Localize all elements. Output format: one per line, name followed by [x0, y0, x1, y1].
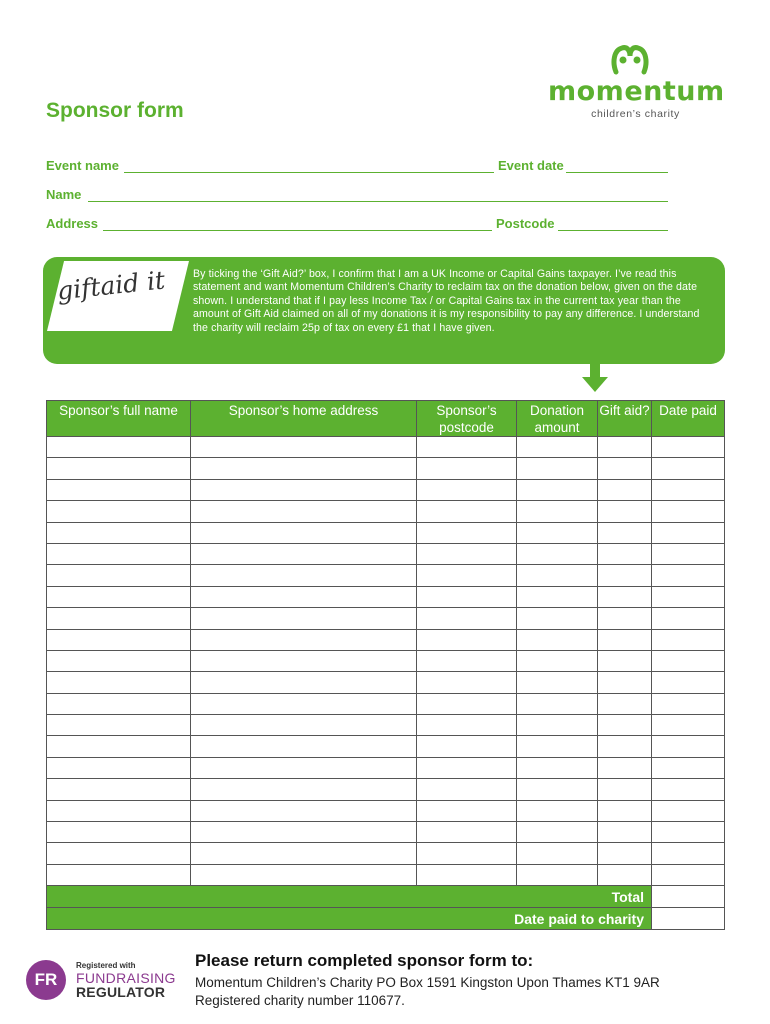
- table-cell[interactable]: [598, 715, 652, 736]
- table-cell[interactable]: [47, 522, 191, 543]
- table-row: [47, 565, 725, 586]
- postcode-field[interactable]: [558, 230, 668, 231]
- table-cell[interactable]: [517, 672, 598, 693]
- table-cell[interactable]: [191, 650, 417, 671]
- table-row: [47, 864, 725, 885]
- table-row: [47, 757, 725, 778]
- table-row: [47, 779, 725, 800]
- name-label: Name: [46, 187, 82, 202]
- table-cell[interactable]: [47, 736, 191, 757]
- table-cell[interactable]: [47, 437, 191, 458]
- table-cell[interactable]: [598, 437, 652, 458]
- table-cell[interactable]: [652, 650, 725, 671]
- address-label: Address: [46, 216, 99, 231]
- table-cell[interactable]: [417, 437, 517, 458]
- address-row: [46, 216, 668, 234]
- total-row: [47, 886, 725, 908]
- page-title: Sponsor form: [46, 99, 184, 122]
- address-field[interactable]: [103, 230, 492, 231]
- table-row: [47, 736, 725, 757]
- table-cell[interactable]: [191, 479, 417, 500]
- table-cell[interactable]: [417, 586, 517, 607]
- table-cell[interactable]: [417, 458, 517, 479]
- table-cell[interactable]: [191, 715, 417, 736]
- column-header-donation: Donation amount: [517, 401, 598, 437]
- fundraising-regulator-badge: [26, 958, 176, 1000]
- table-cell[interactable]: [47, 693, 191, 714]
- regulator-line1: Registered with: [76, 961, 136, 970]
- table-cell[interactable]: [517, 522, 598, 543]
- table-cell[interactable]: [191, 843, 417, 864]
- brand-name: momentum: [548, 76, 725, 107]
- date-paid-label: Date paid to charity: [47, 908, 652, 930]
- total-cell[interactable]: [652, 886, 725, 908]
- table-row: [47, 715, 725, 736]
- table-cell[interactable]: [417, 501, 517, 522]
- table-cell[interactable]: [47, 501, 191, 522]
- table-row: [47, 650, 725, 671]
- return-heading: Please return completed sponsor form to:: [195, 951, 534, 970]
- table-body: [47, 437, 725, 886]
- table-cell[interactable]: [47, 479, 191, 500]
- table-row: [47, 822, 725, 843]
- momentum-mark-icon: [610, 42, 650, 76]
- charity-registration: Registered charity number 110677.: [195, 993, 405, 1008]
- table-cell[interactable]: [47, 629, 191, 650]
- table-cell[interactable]: [47, 757, 191, 778]
- event-date-label: Event date: [498, 158, 564, 173]
- table-cell[interactable]: [417, 779, 517, 800]
- table-cell[interactable]: [652, 479, 725, 500]
- date-paid-row: [47, 908, 725, 930]
- event-name-label: Event name: [46, 158, 119, 173]
- table-cell[interactable]: [191, 693, 417, 714]
- table-cell[interactable]: [191, 586, 417, 607]
- table-cell[interactable]: [191, 672, 417, 693]
- table-row: [47, 522, 725, 543]
- table-cell[interactable]: [598, 650, 652, 671]
- table-row: [47, 501, 725, 522]
- table-row: [47, 479, 725, 500]
- table-row: [47, 693, 725, 714]
- fr-badge-icon: FR: [26, 960, 66, 1000]
- table-cell[interactable]: [517, 565, 598, 586]
- table-cell[interactable]: [598, 479, 652, 500]
- table-cell[interactable]: [598, 757, 652, 778]
- name-row: [46, 187, 668, 205]
- table-cell[interactable]: [191, 522, 417, 543]
- table-cell[interactable]: [191, 864, 417, 885]
- table-cell[interactable]: [598, 843, 652, 864]
- table-cell[interactable]: [517, 501, 598, 522]
- table-cell[interactable]: [417, 672, 517, 693]
- table-cell[interactable]: [652, 800, 725, 821]
- table-cell[interactable]: [598, 501, 652, 522]
- table-row: [47, 458, 725, 479]
- table-cell[interactable]: [47, 586, 191, 607]
- return-info: [195, 951, 660, 1010]
- table-cell[interactable]: [517, 458, 598, 479]
- table-cell[interactable]: [652, 779, 725, 800]
- table-cell[interactable]: [598, 543, 652, 564]
- table-cell[interactable]: [652, 843, 725, 864]
- table-cell[interactable]: [417, 843, 517, 864]
- gift-aid-statement: By ticking the ‘Gift Aid?’ box, I confirm that I am a UK Income or Capital Gains taxpayer. I’ve read this statement and want Momentum Children’s Charity to reclaim tax on the donation below, given on the date shown. I understand that if I pay less Income Tax / or Capital Gains tax in the current tax year than the amount of Gift Aid claimed on all of my donations it is my responsibility to pay any difference. I understand the charity will reclaim 25p of tax on every £1 that I have given.: [193, 268, 700, 334]
- table-cell[interactable]: [598, 608, 652, 629]
- table-cell[interactable]: [417, 479, 517, 500]
- table-cell[interactable]: [652, 501, 725, 522]
- table-row: [47, 608, 725, 629]
- table-cell[interactable]: [47, 864, 191, 885]
- brand-tagline: children’s charity: [591, 108, 680, 120]
- table-cell[interactable]: [598, 522, 652, 543]
- table-cell[interactable]: [517, 779, 598, 800]
- table-cell[interactable]: [598, 779, 652, 800]
- arrow-down-icon: [582, 364, 608, 392]
- column-header-gift-aid: Gift aid?: [598, 401, 652, 437]
- table-cell[interactable]: [47, 800, 191, 821]
- table-row: [47, 672, 725, 693]
- table-cell[interactable]: [47, 822, 191, 843]
- momentum-logo: [548, 42, 723, 122]
- table-cell[interactable]: [517, 437, 598, 458]
- column-header-date-paid: Date paid: [652, 401, 725, 437]
- event-name-field[interactable]: [124, 172, 494, 173]
- date-paid-cell[interactable]: [652, 908, 725, 930]
- table-cell[interactable]: [517, 629, 598, 650]
- regulator-line3: REGULATOR: [76, 984, 166, 1000]
- table-row: [47, 437, 725, 458]
- table-cell[interactable]: [191, 565, 417, 586]
- table-cell[interactable]: [47, 779, 191, 800]
- event-date-field[interactable]: [566, 172, 668, 173]
- table-cell[interactable]: [517, 800, 598, 821]
- table-cell[interactable]: [598, 822, 652, 843]
- table-cell[interactable]: [191, 757, 417, 778]
- table-cell[interactable]: [517, 843, 598, 864]
- table-cell[interactable]: [652, 543, 725, 564]
- table-cell[interactable]: [652, 565, 725, 586]
- table-cell[interactable]: [598, 458, 652, 479]
- gift-aid-banner: [43, 257, 725, 364]
- table-cell[interactable]: [517, 650, 598, 671]
- table-row: [47, 800, 725, 821]
- table-cell[interactable]: [191, 800, 417, 821]
- table-cell[interactable]: [652, 757, 725, 778]
- table-cell[interactable]: [47, 565, 191, 586]
- table-cell[interactable]: [517, 736, 598, 757]
- regulator-line2: FUNDRAISING: [76, 970, 176, 986]
- table-cell[interactable]: [652, 608, 725, 629]
- table-cell[interactable]: [598, 629, 652, 650]
- table-cell[interactable]: [417, 608, 517, 629]
- table-row: [47, 629, 725, 650]
- table-cell[interactable]: [652, 822, 725, 843]
- table-cell[interactable]: [191, 543, 417, 564]
- table-cell[interactable]: [417, 822, 517, 843]
- table-cell[interactable]: [517, 479, 598, 500]
- table-cell[interactable]: [652, 672, 725, 693]
- table-cell[interactable]: [652, 715, 725, 736]
- table-cell[interactable]: [598, 800, 652, 821]
- table-cell[interactable]: [191, 736, 417, 757]
- table-cell[interactable]: [47, 608, 191, 629]
- table-cell[interactable]: [417, 543, 517, 564]
- table-cell[interactable]: [191, 437, 417, 458]
- table-cell[interactable]: [191, 608, 417, 629]
- table-cell[interactable]: [191, 501, 417, 522]
- table-cell[interactable]: [417, 736, 517, 757]
- table-cell[interactable]: [417, 650, 517, 671]
- table-cell[interactable]: [417, 629, 517, 650]
- table-cell[interactable]: [652, 437, 725, 458]
- table-cell[interactable]: [47, 843, 191, 864]
- table-cell[interactable]: [47, 650, 191, 671]
- table-row: [47, 843, 725, 864]
- column-header-postcode: Sponsor’s postcode: [417, 401, 517, 437]
- column-header-address: Sponsor’s home address: [191, 401, 417, 437]
- table-cell[interactable]: [191, 629, 417, 650]
- table-row: [47, 543, 725, 564]
- table-cell[interactable]: [517, 864, 598, 885]
- table-cell[interactable]: [47, 715, 191, 736]
- table-cell[interactable]: [191, 779, 417, 800]
- table-cell[interactable]: [517, 586, 598, 607]
- table-cell[interactable]: [417, 693, 517, 714]
- table-cell[interactable]: [652, 629, 725, 650]
- postcode-label: Postcode: [496, 216, 555, 231]
- table-cell[interactable]: [47, 672, 191, 693]
- table-cell[interactable]: [652, 458, 725, 479]
- gift-aid-logo: giftaid it: [55, 265, 167, 306]
- table-cell[interactable]: [517, 693, 598, 714]
- sponsor-table: [46, 400, 725, 930]
- table-cell[interactable]: [417, 757, 517, 778]
- table-cell[interactable]: [598, 693, 652, 714]
- table-cell[interactable]: [417, 715, 517, 736]
- table-cell[interactable]: [517, 608, 598, 629]
- table-cell[interactable]: [417, 565, 517, 586]
- table-cell[interactable]: [517, 715, 598, 736]
- table-header: [47, 401, 725, 437]
- table-cell[interactable]: [598, 565, 652, 586]
- table-cell[interactable]: [652, 693, 725, 714]
- table-cell[interactable]: [598, 736, 652, 757]
- column-header-name: Sponsor’s full name: [47, 401, 191, 437]
- table-cell[interactable]: [417, 522, 517, 543]
- table-row: [47, 586, 725, 607]
- table-cell[interactable]: [652, 864, 725, 885]
- table-cell[interactable]: [517, 543, 598, 564]
- table-cell[interactable]: [47, 543, 191, 564]
- table-cell[interactable]: [517, 757, 598, 778]
- table-cell[interactable]: [47, 458, 191, 479]
- name-field[interactable]: [88, 201, 668, 202]
- table-cell[interactable]: [191, 822, 417, 843]
- table-cell[interactable]: [191, 458, 417, 479]
- table-cell[interactable]: [598, 586, 652, 607]
- table-cell[interactable]: [517, 822, 598, 843]
- event-row: [46, 158, 668, 176]
- table-cell[interactable]: [417, 864, 517, 885]
- table-cell[interactable]: [652, 522, 725, 543]
- table-cell[interactable]: [417, 800, 517, 821]
- table-cell[interactable]: [652, 586, 725, 607]
- table-cell[interactable]: [598, 864, 652, 885]
- table-cell[interactable]: [652, 736, 725, 757]
- total-label: Total: [47, 886, 652, 908]
- table-cell[interactable]: [598, 672, 652, 693]
- return-address: Momentum Children’s Charity PO Box 1591 Kingston Upon Thames KT1 9AR: [195, 975, 660, 990]
